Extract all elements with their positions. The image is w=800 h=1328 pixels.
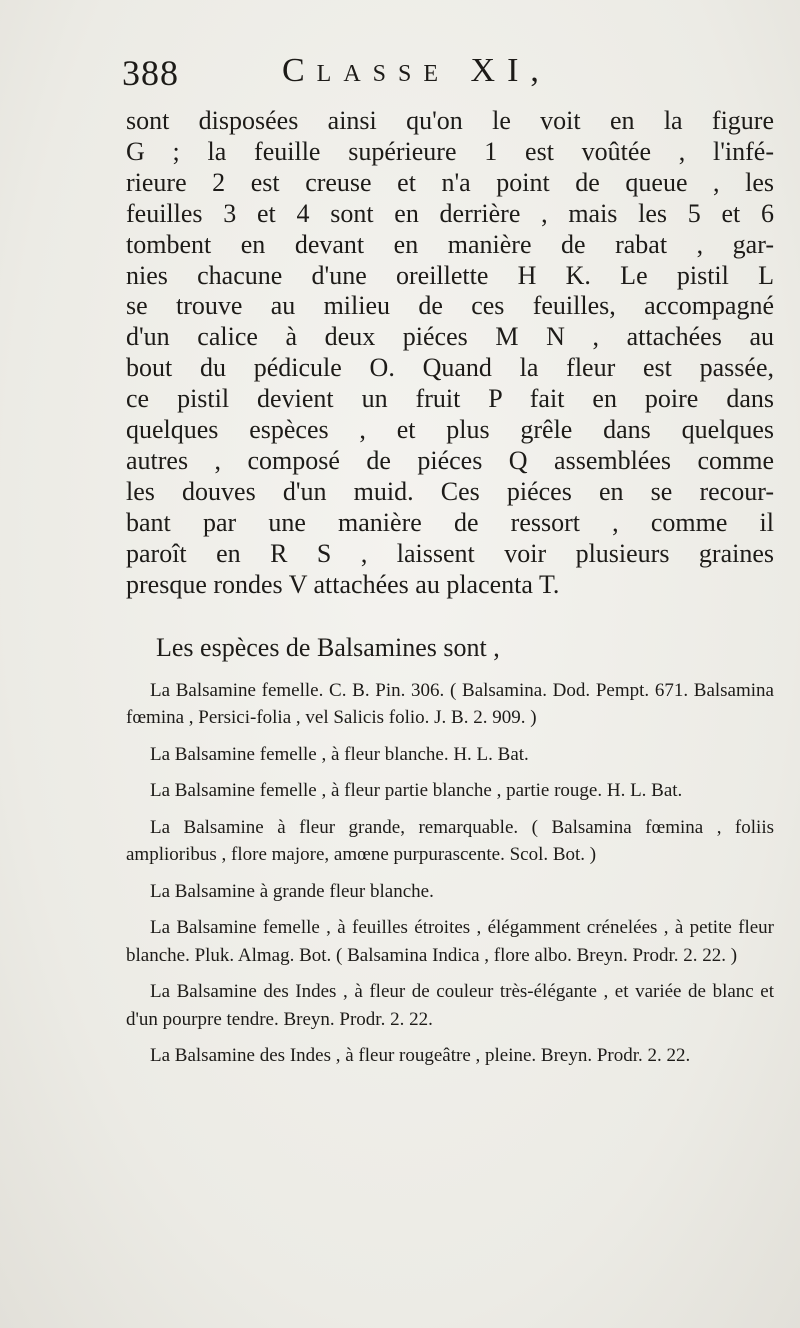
species-entry: La Balsamine à fleur grande, remarquable. ( Balsamina fœmina , foliis amplioribus , flore majore, amœne purpurascente. Scol. Bot. ) bbox=[126, 816, 774, 865]
text-line: ce pistil devient un fruit P fait en poire dans bbox=[126, 384, 774, 414]
text-line: les douves d'un muid. Ces piéces en se recour- bbox=[126, 476, 774, 506]
species-entry: La Balsamine femelle , à fleur partie blanche , partie rouge. H. L. Bat. bbox=[150, 780, 683, 801]
species-entry: La Balsamine femelle , à feuilles étroites , élégamment crénelées , à petite fleur blanche. Pluk. Almag. Bot. ( Balsamina Indica , flore albo. Breyn. Prodr. 2. 22. ) bbox=[126, 917, 774, 966]
running-head: Classe XI, bbox=[282, 52, 551, 89]
text-line: rieure 2 est creuse et n'a point de queue , les bbox=[126, 167, 774, 197]
species-entry: La Balsamine à grande fleur blanche. bbox=[150, 880, 434, 902]
text-line: se trouve au milieu de ces feuilles, accompagné bbox=[126, 291, 774, 321]
main-text bbox=[126, 106, 774, 601]
text-line: paroît en R S , laissent voir plusieurs graines bbox=[126, 538, 774, 568]
text-line: G ; la feuille supérieure 1 est voûtée , l'infé- bbox=[126, 136, 774, 166]
species-list bbox=[126, 677, 774, 1070]
text-line: nies chacune d'une oreillette H K. Le pistil L bbox=[126, 260, 774, 290]
page-number: 388 bbox=[122, 53, 179, 93]
section-heading: Les espèces de Balsamines sont , bbox=[156, 632, 500, 662]
text-line: tombent en devant en manière de rabat , gar- bbox=[126, 229, 774, 259]
text-line: presque rondes V attachées au placenta T. bbox=[126, 569, 560, 599]
text-line: feuilles 3 et 4 sont en derrière , mais les 5 et 6 bbox=[126, 198, 774, 228]
text-line: bout du pédicule O. Quand la fleur est passée, bbox=[126, 353, 774, 383]
species-entry: La Balsamine femelle. C. B. Pin. 306. ( Balsamina. Dod. Pempt. 671. Balsamina fœmina , Persici-folia , vel Salicis folio. J. B. 2. 909. ) bbox=[126, 679, 774, 728]
text-line: sont disposées ainsi qu'on le voit en la figure bbox=[126, 106, 774, 135]
species-entry: La Balsamine des Indes , à fleur rougeâtre , pleine. Breyn. Prodr. 2. 22. bbox=[150, 1045, 691, 1066]
text-line: d'un calice à deux piéces M N , attachées au bbox=[126, 322, 774, 352]
page-body bbox=[126, 106, 774, 1079]
text-line: bant par une manière de ressort , comme il bbox=[126, 507, 774, 537]
page-header bbox=[122, 52, 782, 102]
species-entry: La Balsamine des Indes , à fleur de couleur très-élégante , et variée de blanc et d'un pourpre tendre. Breyn. Prodr. 2. 22. bbox=[126, 981, 774, 1030]
species-entry: La Balsamine femelle , à fleur blanche. H. L. Bat. bbox=[150, 743, 529, 765]
text-line: autres , composé de piéces Q assemblées comme bbox=[126, 445, 774, 475]
text-line: quelques espèces , et plus grêle dans quelques bbox=[126, 415, 774, 445]
